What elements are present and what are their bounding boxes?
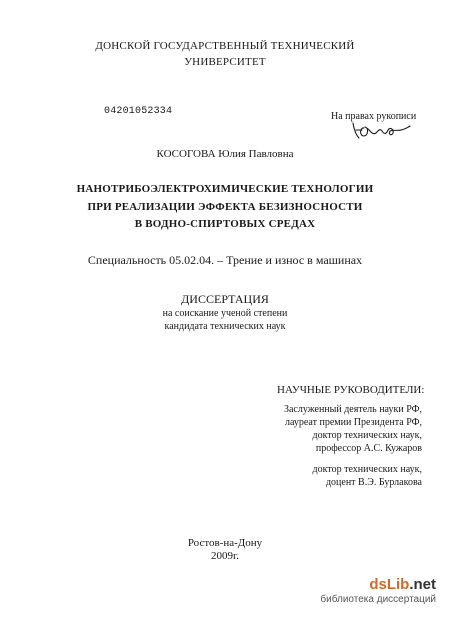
dslib-logo-suffix: .net (409, 576, 436, 593)
year: 2009г. (210, 550, 240, 562)
city: Ростов-на-Дону (187, 537, 263, 549)
supervisors-heading: НАУЧНЫЕ РУКОВОДИТЕЛИ: (277, 384, 425, 396)
title-line3: В ВОДНО-СПИРТОВЫХ СРЕДАХ (134, 218, 316, 230)
dslib-logo-main: dsLib (369, 576, 410, 593)
university-name-line2: УНИВЕРСИТЕТ (184, 56, 266, 68)
supervisor2-name: доцент В.Э. Бурлакова (325, 477, 422, 488)
supervisor1-line: лауреат премии Президента РФ, (284, 417, 422, 428)
dissertation-heading: ДИССЕРТАЦИЯ (181, 292, 269, 306)
author-name: КОСОГОВА Юлия Павловна (156, 148, 294, 160)
rights-note: На правах рукописи (331, 111, 417, 122)
dissertation-degree-line1: на соискание ученой степени (162, 308, 288, 319)
specialty: Специальность 05.02.04. – Трение и износ в машинах (87, 253, 363, 267)
supervisor1-line: доктор технических наук, (312, 430, 422, 441)
dslib-tagline: библиотека диссертаций (320, 594, 436, 605)
supervisor1-line: Заслуженный деятель науки РФ, (283, 404, 422, 415)
dissertation-degree-line2: кандидата технических наук (164, 321, 286, 332)
dslib-logo (286, 577, 436, 593)
university-name-line1: ДОНСКОЙ ГОСУДАРСТВЕННЫЙ ТЕХНИЧЕСКИЙ (95, 40, 355, 52)
handwritten-signature (350, 119, 412, 141)
title-line1: НАНОТРИБОЭЛЕКТРОХИМИЧЕСКИЕ ТЕХНОЛОГИИ (76, 183, 374, 195)
document-number: 04201052334 (104, 106, 173, 117)
supervisor1-name: профессор А.С. Кужаров (315, 443, 422, 454)
title-line2: ПРИ РЕАЛИЗАЦИИ ЭФФЕКТА БЕЗИЗНОСНОСТИ (87, 201, 363, 213)
dslib-watermark (286, 577, 436, 606)
supervisor2-line: доктор технических наук, (312, 464, 422, 475)
